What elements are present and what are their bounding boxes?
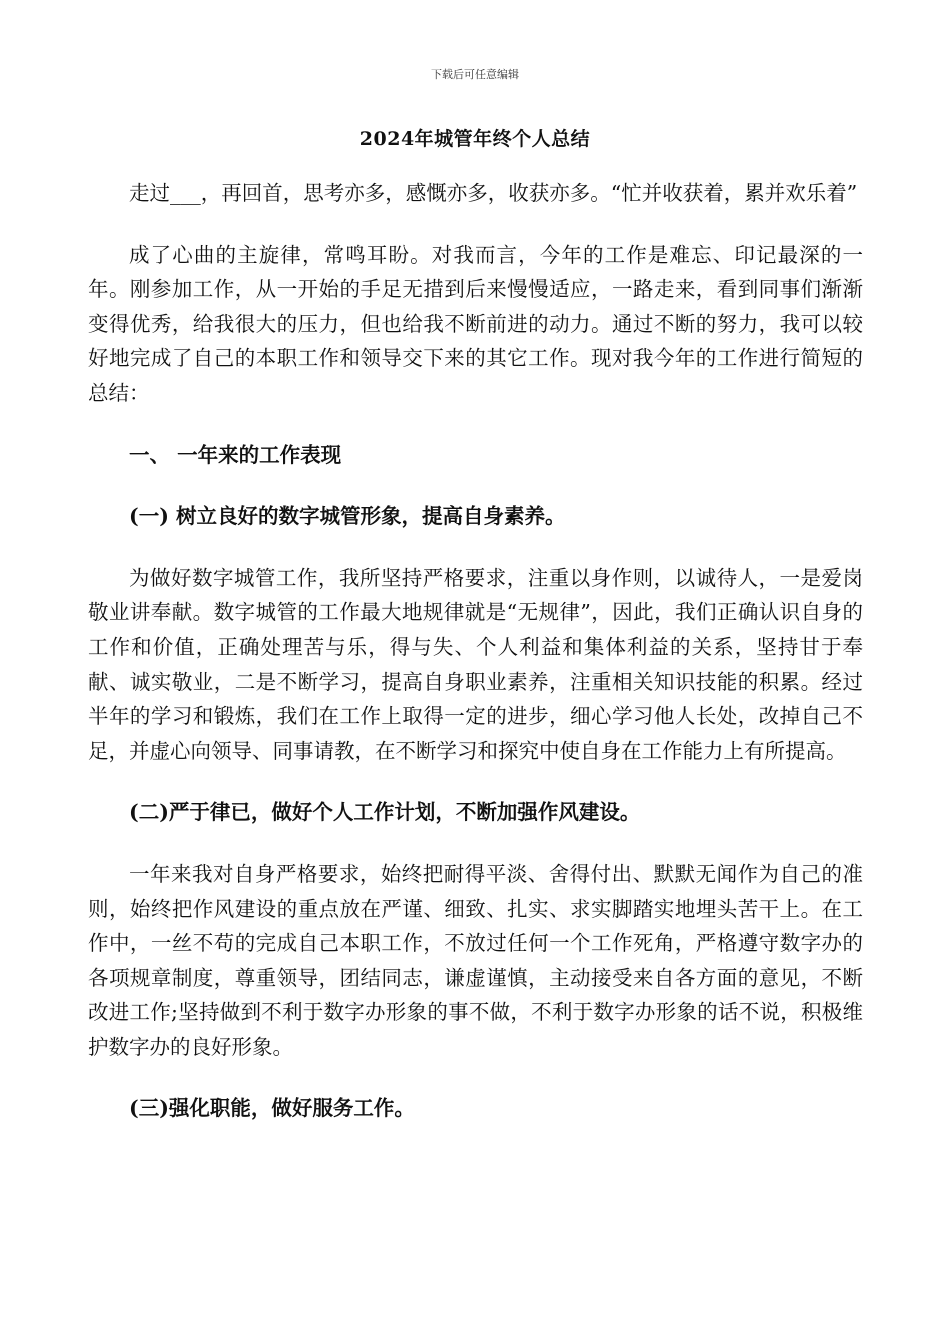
subsection-3-heading: (三)强化职能，做好服务工作。 xyxy=(129,1096,415,1121)
subsection-1-body: 为做好数字城管工作，我所坚持严格要求，注重以身作则，以诚待人，一是爱岗敬业讲奉献。数字城管的工作最大地规律就是“无规律”，因此，我们正确认识自身的工作和价值，正确处理苦与乐，得与失、个人利益和集体利益的关系，坚持甘于奉献、诚实敬业，二是不断学习，提高自身职业素养，注重相关知识技能的积累。经过半年的学习和锻炼，我们在工作上取得一定的进步，细心学习他人长处，改掉自己不足，并虚心向领导、同事请教，在不断学习和探究中使自身在工作能力上有所提高。 xyxy=(88,565,863,763)
subsection-2-body: 一年来我对自身严格要求，始终把耐得平淡、舍得付出、默默无闻作为自己的准则，始终把作风建设的重点放在严谨、细致、扎实、求实脚踏实地埋头苦干上。在工作中，一丝不苟的完成自己本职工作，不放过任何一个工作死角，严格遵守数字办的各项规章制度，尊重领导，团结同志，谦虚谨慎，主动接受来自各方面的意见，不断改进工作;坚持做到不利于数字办形象的事不做，不利于数字办形象的话不说，积极维护数字办的良好形象。 xyxy=(88,861,863,1059)
section-1-heading: 一、 一年来的工作表现 xyxy=(129,442,342,467)
document-body xyxy=(88,176,863,1126)
page-header-note: 下载后可任意编辑 xyxy=(431,68,519,81)
intro-paragraph: 走过___，再回首，思考亦多，感慨亦多，收获亦多。“忙并收获着，累并欢乐着” xyxy=(129,181,858,205)
subsection-1-heading: (一) 树立良好的数字城管形象，提高自身素养。 xyxy=(129,504,566,529)
document-title: 2024年城管年终个人总结 xyxy=(359,128,591,150)
subsection-2-heading: (二)严于律已，做好个人工作计划，不断加强作风建设。 xyxy=(129,800,641,825)
summary-paragraph: 成了心曲的主旋律，常鸣耳盼。对我而言，今年的工作是难忘、印记最深的一年。刚参加工作，从一开始的手足无措到后来慢慢适应，一路走来，看到同事们渐渐变得优秀，给我很大的压力，但也给我不断前进的动力。通过不断的努力，我可以较好地完成了自己的本职工作和领导交下来的其它工作。现对我今年的工作进行简短的总结： xyxy=(88,242,863,405)
